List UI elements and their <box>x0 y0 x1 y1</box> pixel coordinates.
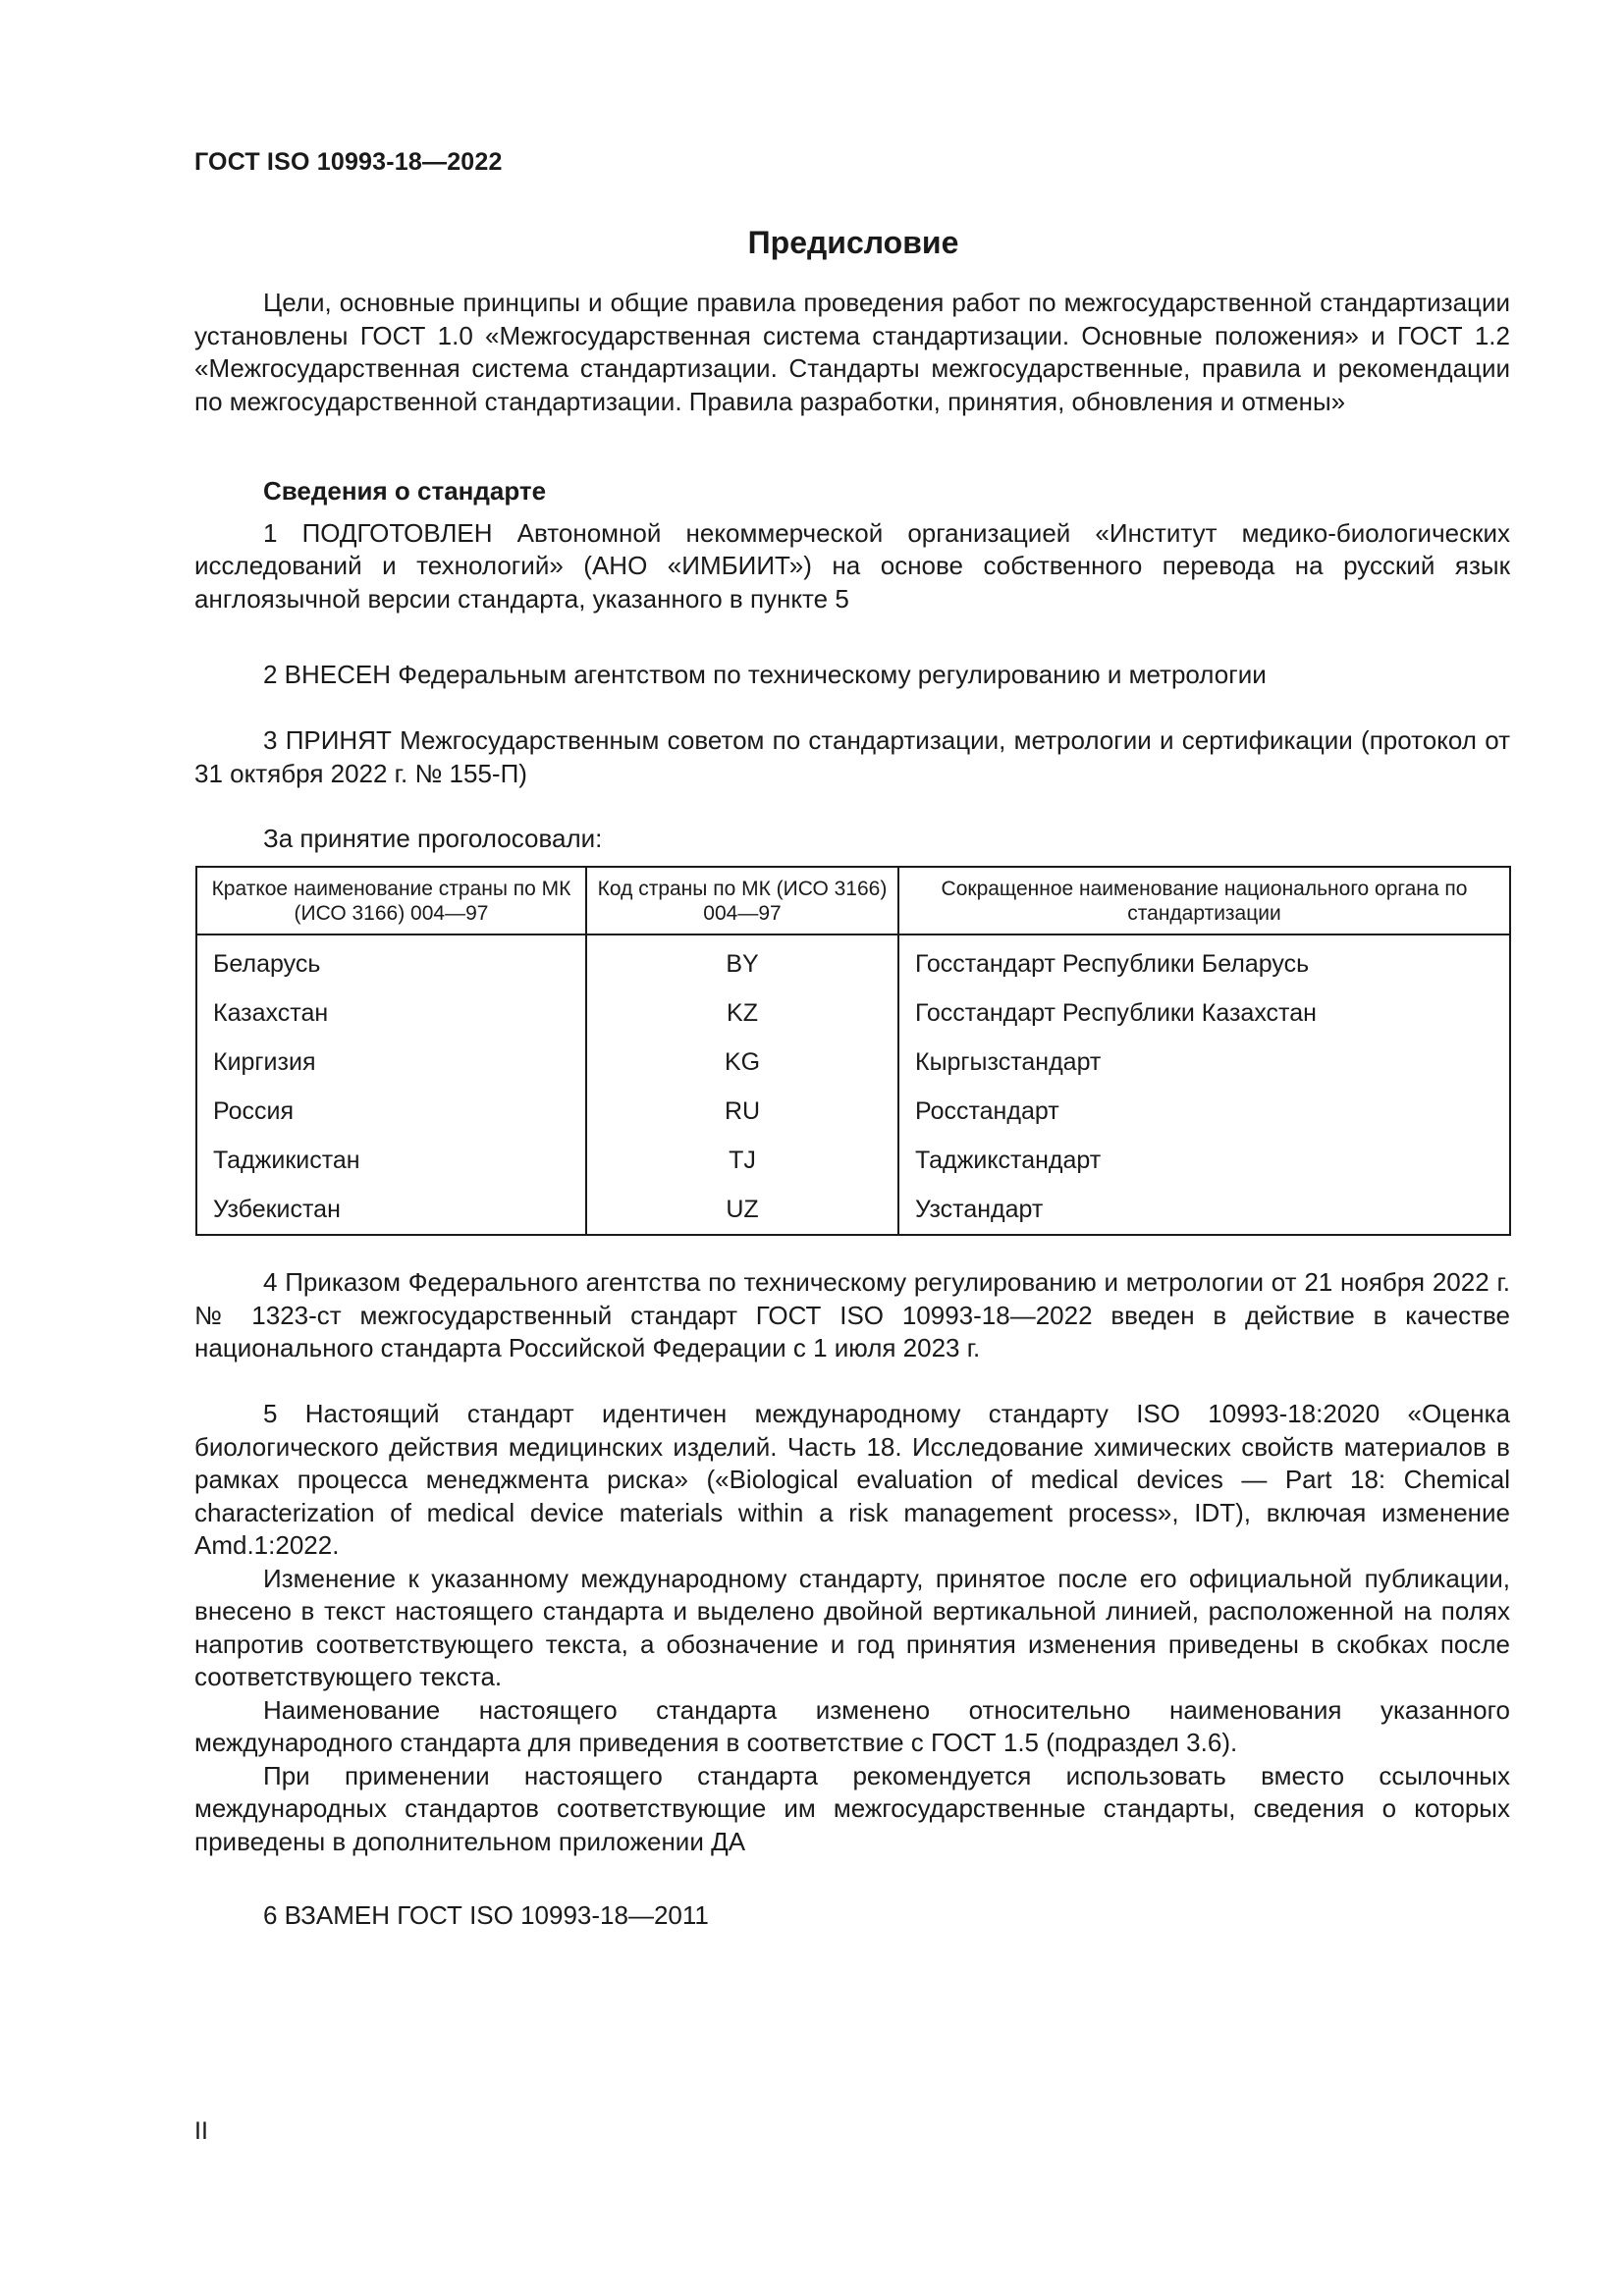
header-country-code: Код страны по МК (ИСО 3166) 004—97 <box>586 867 898 934</box>
country-name-cell: Таджикистан <box>196 1136 586 1185</box>
item-2-paragraph: 2 ВНЕСЕН Федеральным агентством по техническому регулированию и метрологии <box>263 660 1267 689</box>
country-code-cell: UZ <box>586 1185 898 1235</box>
national-body-cell: Госстандарт Республики Беларусь <box>898 934 1510 988</box>
vote-intro-block <box>194 823 1510 856</box>
item-3-paragraph: 3 ПРИНЯТ Межгосударственным советом по стандартизации, метрологии и сертификации (протокол от 31 октября 2022 г. № 155-П) <box>194 725 1510 788</box>
standard-info-block <box>194 475 1510 615</box>
item-1-paragraph: 1 ПОДГОТОВЛЕН Автономной некоммерческой организацией «Институт медико-биологических исследований и технологий» (АНО «ИМБИИТ») на основе собственного перевода на русский язык англоязычной версии стандарта, указанного в пункте 5 <box>194 517 1510 614</box>
document-id-header: ГОСТ ISO 10993-18—2022 <box>194 148 503 176</box>
vote-intro-text: За принятие проголосовали: <box>263 824 603 853</box>
national-body-cell: Госстандарт Республики Казахстан <box>898 988 1510 1038</box>
voting-countries-table <box>195 866 1511 1236</box>
table-header-row <box>196 867 1510 934</box>
standard-info-heading: Сведения о стандарте <box>263 476 547 506</box>
item-3-block <box>194 724 1510 790</box>
page-number: II <box>194 2117 208 2145</box>
national-body-cell: Таджикстандарт <box>898 1136 1510 1185</box>
national-body-cell: Росстандарт <box>898 1087 1510 1136</box>
item-5-paragraph-4: При применении настоящего стандарта рекомендуется использовать вместо ссылочных международных стандартов соответствующие им межгосударственные стандарты, сведения о которых приведены в дополнительном приложении ДА <box>194 1760 1510 1856</box>
item-5-paragraph-2: Изменение к указанному международному стандарту, принятое после его официальной публикации, внесено в текст настоящего стандарта и выделено двойной вертикальной линией, расположенной на полях напротив соответствующего текста, а обозначение и год принятия изменения приведены в скобках после соответствующего текста. <box>194 1563 1510 1691</box>
header-country-name: Краткое наименование страны по МК (ИСО 3166) 004—97 <box>196 867 586 934</box>
item-4-block <box>194 1266 1510 1365</box>
table-row <box>196 988 1510 1038</box>
item-5-paragraph-1: 5 Настоящий стандарт идентичен международному стандарту ISO 10993-18:2020 «Оценка биологического действия медицинских изделий. Часть 18. Исследование химических свойств материалов в рамках процесса менеджмента риска» («Biological evaluation of medical devices — Part 18: Chemical characterization of medical device materials within a risk management process», IDT), включая изменение Amd.1:2022. <box>194 1399 1510 1560</box>
item-6-block <box>194 1899 1510 1933</box>
section-title: Предисловие <box>747 225 959 260</box>
country-name-cell: Узбекистан <box>196 1185 586 1235</box>
item-5-paragraph-3: Наименование настоящего стандарта изменено относительно наименования указанного международного стандарта для приведения в соответствие с ГОСТ 1.5 (подраздел 3.6). <box>194 1694 1510 1757</box>
country-name-cell: Киргизия <box>196 1038 586 1087</box>
table-row <box>196 934 1510 988</box>
country-code-cell: RU <box>586 1087 898 1136</box>
item-6-paragraph: 6 ВЗАМЕН ГОСТ ISO 10993-18—2011 <box>263 1900 709 1930</box>
country-code-cell: KZ <box>586 988 898 1038</box>
table-row <box>196 1136 1510 1185</box>
country-code-cell: BY <box>586 934 898 988</box>
national-body-cell: Кыргызстандарт <box>898 1038 1510 1087</box>
intro-paragraph: Цели, основные принципы и общие правила проведения работ по межгосударственной стандартизации установлены ГОСТ 1.0 «Межгосударственная система стандартизации. Основные положения» и ГОСТ 1.2 «Межгосударственная система стандартизации. Стандарты межгосударственные, правила и рекомендации по межгосударственной стандартизации. Правила разработки, принятия, обновления и отмены» <box>194 288 1510 416</box>
table-row <box>196 1038 1510 1087</box>
national-body-cell: Узстандарт <box>898 1185 1510 1235</box>
header-national-body: Сокращенное наименование национального органа по стандартизации <box>898 867 1510 934</box>
country-name-cell: Беларусь <box>196 934 586 988</box>
table-row <box>196 1185 1510 1235</box>
item-2-block <box>194 659 1510 692</box>
country-name-cell: Казахстан <box>196 988 586 1038</box>
country-code-cell: KG <box>586 1038 898 1087</box>
country-code-cell: TJ <box>586 1136 898 1185</box>
item-5-block <box>194 1398 1510 1858</box>
item-4-paragraph: 4 Приказом Федерального агентства по техническому регулированию и метрологии от 21 ноября 2022 г. № 1323-ст межгосударственный стандарт ГОСТ ISO 10993-18—2022 введен в действие в качестве национального стандарта Российской Федерации с 1 июля 2023 г. <box>194 1267 1510 1362</box>
table-row <box>196 1087 1510 1136</box>
country-name-cell: Россия <box>196 1087 586 1136</box>
intro-block <box>194 287 1510 418</box>
